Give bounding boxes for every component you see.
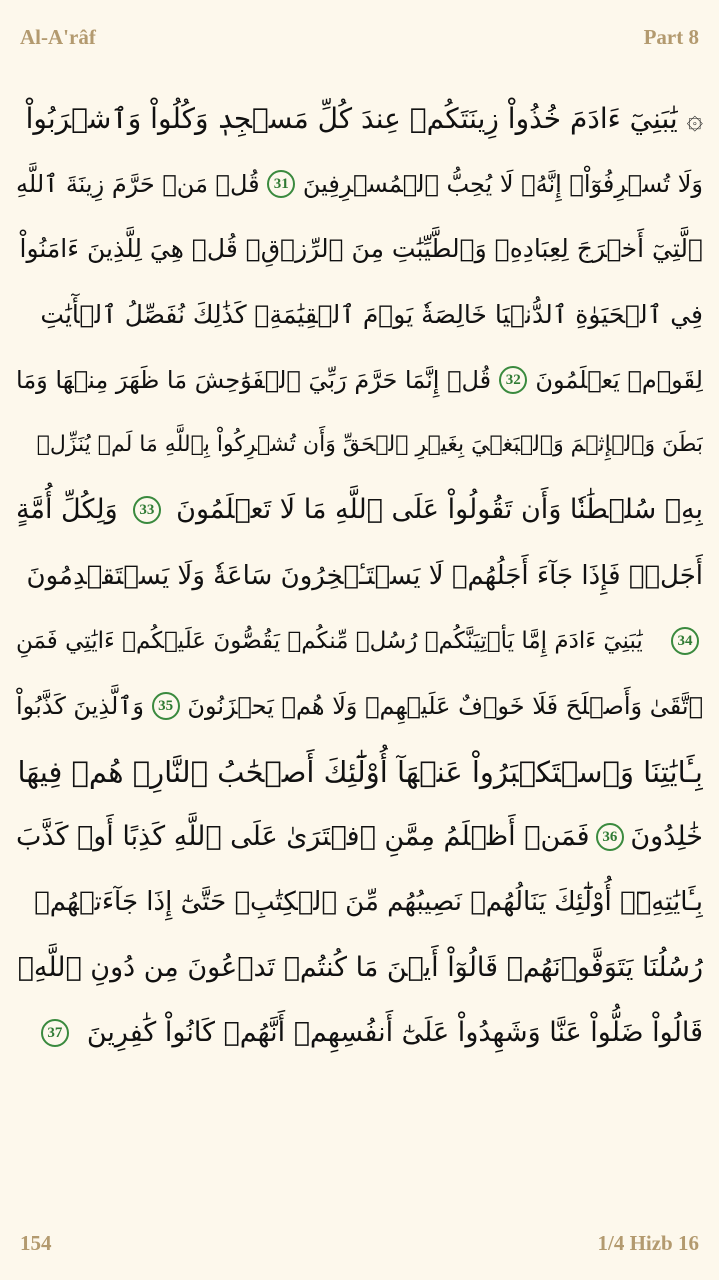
verse-text: خَٰلِدُونَ xyxy=(630,820,703,852)
ayah-number-marker[interactable]: 33 xyxy=(133,496,161,524)
verse-text: أَجَلٞۖ فَإِذَا جَآءَ أَجَلُهُمۡ لَا يَسۡتَـٔۡخِرُونَ سَاعَةٗ وَلَا يَسۡتَقۡدِمُونَ xyxy=(26,560,703,591)
verse-text: يَٰبَنِيٓ ءَادَمَ إِمَّا يَأۡتِيَنَّكُمۡ رُسُلٞ مِّنكُمۡ يَقُصُّونَ عَلَيۡكُمۡ ءَايَٰتِي فَمَنِ xyxy=(16,628,643,655)
text-line xyxy=(16,86,703,151)
text-line xyxy=(16,1000,703,1065)
text-line xyxy=(16,674,703,739)
text-line xyxy=(16,282,703,347)
verse-text: ٱتَّقَىٰ وَأَصۡلَحَ فَلَا خَوۡفٌ عَلَيۡهِمۡ وَلَا هُمۡ يَحۡزَنُونَ xyxy=(187,692,703,721)
verse-text: ٱلَّتِيٓ أَخۡرَجَ لِعِبَادِهِۦ وَٱلطَّيِّبَٰتِ مِنَ ٱلرِّزۡقِۚ قُلۡ هِيَ لِلَّذِينَ ءَامَنُواْ xyxy=(19,234,703,264)
text-line xyxy=(16,217,703,282)
verse-text: فِي ٱلۡحَيَوٰةِ ٱلدُّنۡيَا خَالِصَةٗ يَوۡمَ ٱلۡقِيَٰمَةِۗ كَذَٰلِكَ نُفَصِّلُ ٱلۡأٓيَٰتِ xyxy=(40,299,703,329)
hizb-label: 1/4 Hizb 16 xyxy=(597,1230,699,1255)
page-header xyxy=(20,22,699,52)
verse-text: بَطَنَ وَٱلۡإِثۡمَ وَٱلۡبَغۡيَ بِغَيۡرِ ٱلۡحَقِّ وَأَن تُشۡرِكُواْ بِٱللَّهِ مَا لَمۡ يُنَزِّلۡ xyxy=(36,432,703,458)
ayah-number-marker[interactable]: 35 xyxy=(152,692,180,720)
verse-text: لِقَوۡمٖ يَعۡلَمُونَ xyxy=(535,365,703,394)
surah-name: Al-A'râf xyxy=(20,24,96,49)
ayah-number-marker[interactable]: 37 xyxy=(41,1019,69,1047)
text-line xyxy=(16,412,703,477)
ayah-number-marker[interactable]: 34 xyxy=(671,627,699,655)
part-label: Part 8 xyxy=(643,24,699,49)
text-line xyxy=(16,804,703,869)
text-line xyxy=(16,739,703,804)
verse-text: ۞ يَٰبَنِيٓ ءَادَمَ خُذُواْ زِينَتَكُمۡ عِندَ كُلِّ مَسۡجِدٖ وَكُلُواْ وَٱشۡرَبُواْ xyxy=(25,101,703,135)
text-line xyxy=(16,347,703,412)
text-line xyxy=(16,543,703,608)
verse-text: قَالُواْ ضَلُّواْ عَنَّا وَشَهِدُواْ عَلَىٰٓ أَنفُسِهِمۡ أَنَّهُمۡ كَانُواْ كَٰفِرِينَ xyxy=(86,1016,703,1048)
verse-text: بِـَٔايَٰتِنَا وَٱسۡتَكۡبَرُواْ عَنۡهَآ أُوْلَٰٓئِكَ أَصۡحَٰبُ ٱلنَّارِۖ هُمۡ فِيهَا xyxy=(17,754,703,789)
quran-text-block xyxy=(16,86,703,1065)
verse-text: وَلَا تُسۡرِفُوٓاْۚ إِنَّهُۥ لَا يُحِبُّ ٱلۡمُسۡرِفِينَ xyxy=(302,169,703,198)
verse-text: قُلۡ إِنَّمَا حَرَّمَ رَبِّيَ ٱلۡفَوَٰحِشَ مَا ظَهَرَ مِنۡهَا وَمَا xyxy=(16,365,492,394)
page-footer xyxy=(20,1228,699,1258)
page-number: 154 xyxy=(20,1230,52,1255)
ayah-number-marker[interactable]: 36 xyxy=(596,823,624,851)
verse-text: وَٱلَّذِينَ كَذَّبُواْ xyxy=(16,692,144,721)
verse-text: بِـَٔايَٰتِهِۦٓۚ أُوْلَٰٓئِكَ يَنَالُهُمۡ نَصِيبُهُم مِّنَ ٱلۡكِتَٰبِۖ حَتَّىٰٓ إِذَا جَآءَتۡهُمۡ xyxy=(34,887,703,918)
ayah-number-marker[interactable]: 31 xyxy=(267,170,295,198)
verse-text: بِهِۦ سُلۡطَٰنٗا وَأَن تَقُولُواْ عَلَى ٱللَّهِ مَا لَا تَعۡلَمُونَ xyxy=(176,494,703,526)
ayah-number-marker[interactable]: 32 xyxy=(499,366,527,394)
text-line xyxy=(16,478,703,543)
text-line xyxy=(16,870,703,935)
verse-text: فَمَنۡ أَظۡلَمُ مِمَّنِ ٱفۡتَرَىٰ عَلَى ٱللَّهِ كَذِبًا أَوۡ كَذَّبَ xyxy=(16,820,590,852)
text-line xyxy=(16,151,703,216)
verse-text: وَلِكُلِّ أُمَّةٍ xyxy=(16,494,118,526)
verse-text: قُلۡ مَنۡ حَرَّمَ زِينَةَ ٱللَّهِ xyxy=(16,169,260,198)
text-line xyxy=(16,608,703,673)
text-line xyxy=(16,935,703,1000)
verse-text: رُسُلُنَا يَتَوَفَّوۡنَهُمۡ قَالُوٓاْ أَيۡنَ مَا كُنتُمۡ تَدۡعُونَ مِن دُونِ ٱللَّهِۖ xyxy=(17,951,703,983)
